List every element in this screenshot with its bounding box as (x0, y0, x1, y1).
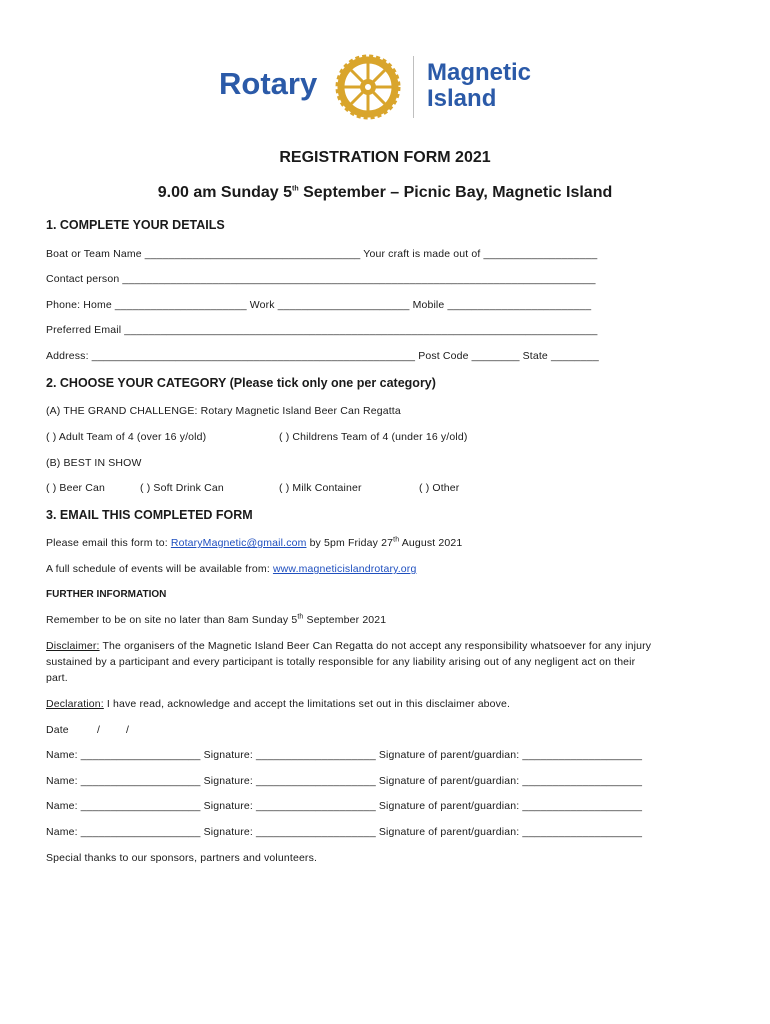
email-link[interactable]: RotaryMagnetic@gmail.com (170, 537, 307, 549)
email-sup: th (393, 536, 400, 544)
declaration-line (46, 698, 510, 710)
subtitle-sup: th (292, 185, 299, 193)
subtitle-pre: 9.00 am Sunday 5 (157, 184, 293, 201)
email-post: August 2021 (399, 537, 463, 549)
section1-heading: 1. COMPLETE YOUR DETAILS (46, 218, 225, 232)
disclaimer-line1 (46, 640, 651, 652)
email-mid: by 5pm Friday 27 (306, 537, 394, 549)
disclaimer-label: Disclaimer: (46, 640, 100, 652)
form-subtitle (0, 184, 770, 202)
email-instruction (46, 537, 462, 549)
signature-row[interactable]: Name: ____________________ Signature: ____________________ Signature of parent/guardian: ____________________ (46, 826, 643, 838)
thanks-line: Special thanks to our sponsors, partners and volunteers. (46, 852, 318, 864)
section2-heading: 2. CHOOSE YOUR CATEGORY (Please tick only one per category) (46, 376, 436, 390)
signature-row[interactable]: Name: ____________________ Signature: ____________________ Signature of parent/guardian: ____________________ (46, 800, 643, 812)
adult-team-checkbox[interactable]: ( ) Adult Team of 4 (over 16 y/old) (46, 431, 207, 443)
declaration-label: Declaration: (46, 698, 104, 710)
logo-divider (413, 56, 414, 118)
form-title: REGISTRATION FORM 2021 (279, 149, 491, 166)
date-label: Date (46, 724, 69, 736)
remember-post: September 2021 (303, 614, 387, 626)
schedule-link[interactable]: www.magneticislandrotary.org (272, 563, 417, 575)
logo-island-text: Island (427, 85, 497, 112)
disclaimer-line2: sustained by a participant and every participant is totally responsible for any liability arising out of any negligent act on their (46, 656, 636, 668)
beer-can-checkbox[interactable]: ( ) Beer Can (46, 482, 105, 494)
phone-field[interactable]: Phone: Home ______________________ Work ______________________ Mobile ________________________ (46, 299, 592, 311)
schedule-line (46, 563, 416, 575)
signature-row[interactable]: Name: ____________________ Signature: ____________________ Signature of parent/guardian: ____________________ (46, 749, 643, 761)
rotary-wheel-icon (335, 54, 401, 120)
address-field[interactable]: Address: ______________________________________________________ Post Code ________ State ________ (46, 350, 599, 362)
remember-sup: th (297, 613, 304, 621)
preferred-email-field[interactable]: Preferred Email _______________________________________________________________________________ (46, 324, 598, 336)
section3-heading: 3. EMAIL THIS COMPLETED FORM (46, 508, 253, 522)
further-info-heading: FURTHER INFORMATION (46, 589, 167, 600)
boat-team-field[interactable]: Boat or Team Name ____________________________________ Your craft is made out of ___________________ (46, 248, 598, 260)
declaration-text: I have read, acknowledge and accept the limitations set out in this disclaimer above. (103, 698, 511, 710)
rotary-logo (215, 52, 565, 122)
schedule-pre: A full schedule of events will be available from: (46, 563, 273, 575)
signature-row[interactable]: Name: ____________________ Signature: ____________________ Signature of parent/guardian: ____________________ (46, 775, 643, 787)
disclaimer-line3: part. (46, 672, 68, 684)
email-pre: Please email this form to: (46, 537, 171, 549)
childrens-team-checkbox[interactable]: ( ) Childrens Team of 4 (under 16 y/old) (279, 431, 468, 443)
logo-rotary-text: Rotary (219, 66, 318, 101)
date-sep-2: / (126, 724, 130, 736)
remember-line (46, 614, 386, 626)
date-sep-1: / (97, 724, 101, 736)
category-b-label: (B) BEST IN SHOW (46, 457, 142, 469)
other-checkbox[interactable]: ( ) Other (419, 482, 460, 494)
milk-container-checkbox[interactable]: ( ) Milk Container (279, 482, 362, 494)
logo-magnetic-text: Magnetic (427, 59, 532, 86)
disclaimer-text1: The organisers of the Magnetic Island Beer Can Regatta do not accept any responsibility whatsoever for any injury (99, 640, 652, 652)
soft-drink-can-checkbox[interactable]: ( ) Soft Drink Can (140, 482, 224, 494)
category-a-label: (A) THE GRAND CHALLENGE: Rotary Magnetic Island Beer Can Regatta (46, 405, 401, 417)
subtitle-post: September – Picnic Bay, Magnetic Island (298, 184, 613, 201)
remember-pre: Remember to be on site no later than 8am Sunday 5 (46, 614, 298, 626)
contact-person-field[interactable]: Contact person _______________________________________________________________________________ (46, 273, 596, 285)
